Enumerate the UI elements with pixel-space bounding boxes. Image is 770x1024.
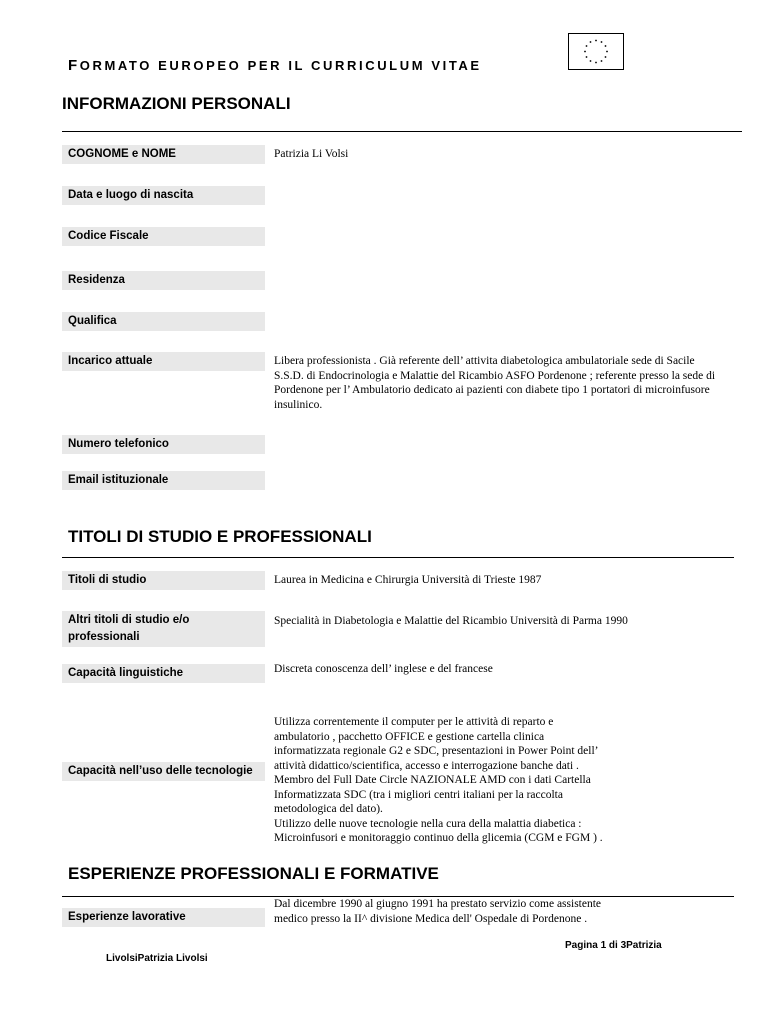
email-label: Email istituzionale (62, 471, 265, 490)
current-role-value: Libera professionista . Già referente dell’ attivita diabetologica ambulatoriale sede di Sacile S.S.D. di Endocrinologia e Malattie del Ricambio ASFO Pordenone ; referente presso la sede di Pordenone per l’ Ambulatorio dedicato ai pazienti con diabete tipo 1 portatori di microinfusore insulinico. (274, 355, 716, 411)
degree-label: Titoli di studio (62, 571, 265, 590)
page-number: Pagina 1 di 3Patrizia (565, 940, 662, 951)
section-title-personal: INFORMAZIONI PERSONALI (62, 94, 291, 113)
degree-value: Laurea in Medicina e Chirurgia Università di Trieste 1987 (274, 574, 542, 586)
name-label: COGNOME e NOME (62, 145, 265, 164)
work-experience-line: medico presso la II^ divisione Medica dell' Ospedale di Pordenone . (274, 912, 588, 925)
phone-label: Numero telefonico (62, 435, 265, 454)
fiscal-code-label: Codice Fiscale (62, 227, 265, 246)
section-title-education: TITOLI DI STUDIO E PROFESSIONALI (68, 527, 372, 546)
other-titles-value: Specialità in Diabetologia e Malattie del Ricambio Università di Parma 1990 (274, 615, 628, 627)
technology-line: Membro del Full Date Circle NAZIONALE AMD con i dati Cartella (274, 774, 591, 786)
work-experience-value (274, 897, 724, 926)
title-rest: ORMATO EUROPEO PER IL CURRICULUM VITAE (79, 58, 482, 73)
languages-label: Capacità linguistiche (62, 664, 265, 683)
technology-value (274, 715, 674, 846)
work-experience-line: Dal dicembre 1990 al giugno 1991 ha prestato servizio come assistente (274, 898, 602, 910)
birth-label: Data e luogo di nascita (62, 186, 265, 205)
qualification-label: Qualifica (62, 312, 265, 331)
name-value: Patrizia Li Volsi (274, 148, 349, 160)
technology-line: attività didattico/scientifica, accesso e interrogazione banche dati . (274, 759, 579, 772)
other-titles-label-line2: professionali (68, 631, 140, 643)
technology-line: Microinfusori e monitoraggio continuo della glicemia (CGM e FGM ) . (274, 832, 603, 844)
technology-line: ambulatorio , pacchetto OFFICE e gestione cartella clinica (274, 730, 545, 743)
section-title-experience: ESPERIENZE PROFESSIONALI E FORMATIVE (68, 864, 439, 883)
languages-value: Discreta conoscenza dell’ inglese e del francese (274, 663, 493, 675)
section-divider (62, 131, 742, 132)
footer-author: LivolsiPatrizia Livolsi (106, 953, 208, 964)
residence-label: Residenza (62, 271, 265, 290)
eu-flag-icon (568, 33, 624, 70)
technology-line: informatizzata regionale G2 e SDC, presentazioni in Power Point dell’ (274, 745, 599, 757)
document-title (68, 57, 482, 74)
technology-label: Capacità nell’uso delle tecnologie (62, 762, 265, 781)
other-titles-label-line1: Altri titoli di studio e/o (68, 614, 190, 626)
title-first-letter: F (68, 57, 80, 74)
other-titles-label (62, 611, 265, 647)
technology-line: Utilizzo delle nuove tecnologie nella cura della malattia diabetica : (274, 817, 582, 830)
technology-line: Informatizzata SDC (tra i migliori centri italiani per la raccolta (274, 788, 563, 801)
current-role-label: Incarico attuale (62, 352, 265, 371)
technology-line: Utilizza correntemente il computer per le attività di reparto e (274, 716, 554, 728)
technology-line: metodologica del dato). (274, 803, 383, 815)
section-divider (62, 557, 734, 558)
work-experience-label: Esperienze lavorative (62, 908, 265, 927)
